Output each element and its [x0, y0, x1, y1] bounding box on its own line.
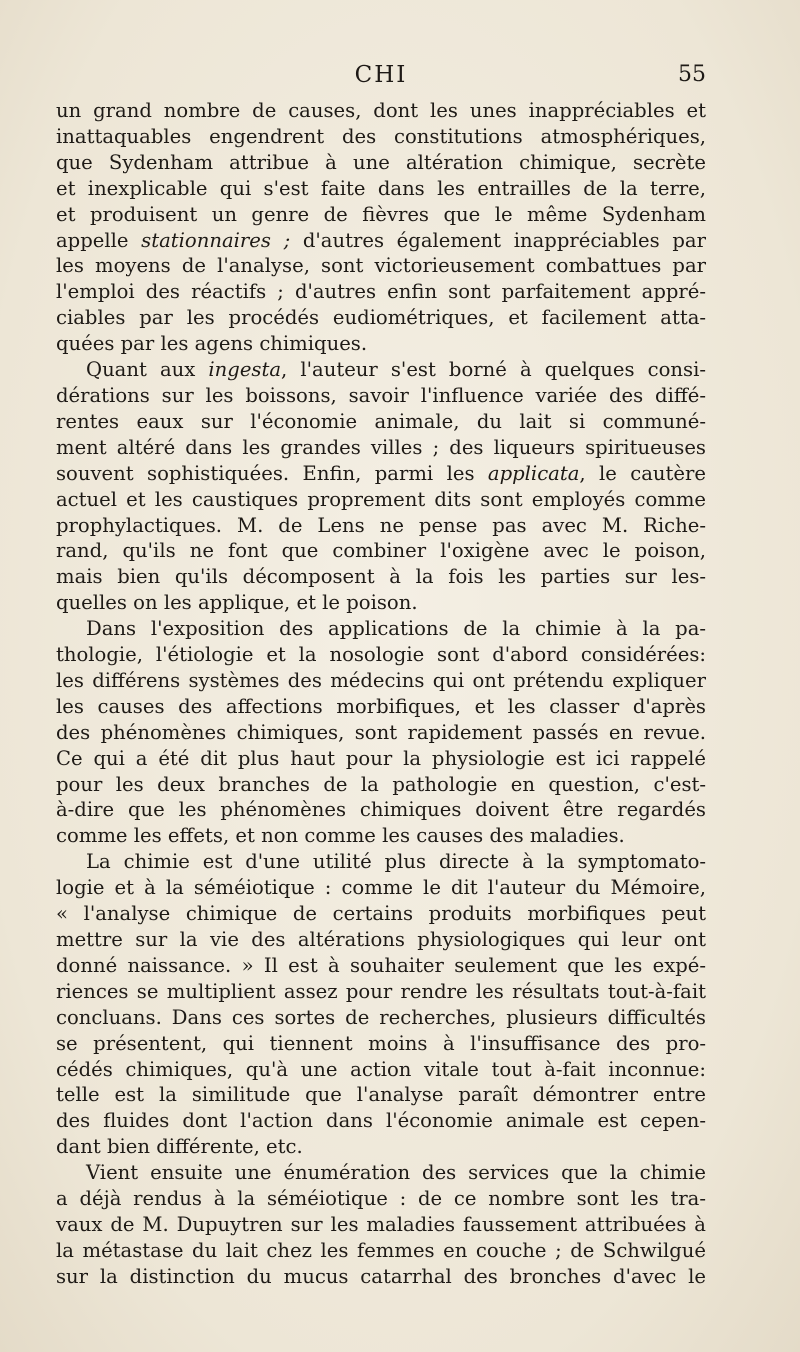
text-line: logie et à la séméiotique : comme le dit l'auteur du Mémoire,: [56, 876, 706, 900]
text-line: et produisent un genre de fièvres que le même Sydenham: [56, 202, 706, 226]
text-line: l'emploi des réactifs ; d'autres enfin sont parfaitement appré-: [56, 280, 706, 304]
text-line: ment altéré dans les grandes villes ; des liqueurs spiritueuses: [56, 435, 706, 459]
text-line: « l'analyse chimique de certains produits morbifiques peut: [56, 902, 706, 926]
text-run: , le cautère: [579, 461, 706, 485]
page-header: [56, 62, 706, 96]
text-line: la métastase du lait chez les femmes en couche ; de Schwilgué: [56, 1238, 706, 1262]
text-line: dérations sur les boissons, savoir l'influence variée des diffé-: [56, 383, 706, 407]
running-head: CHI: [354, 62, 408, 88]
text-run: , l'auteur s'est borné à quelques consi-: [281, 358, 706, 382]
text-line: dant bien différente, etc.: [56, 1135, 303, 1159]
text-line: rentes eaux sur l'économie animale, du lait si communé-: [56, 409, 706, 433]
text-line: et inexplicable qui s'est faite dans les entrailles de la terre,: [56, 176, 706, 200]
text-line: La chimie est d'une utilité plus directe à la symptomato-: [86, 850, 706, 874]
body-text: [56, 98, 706, 1290]
text-line: des phénomènes chimiques, sont rapidement passés en revue.: [56, 720, 706, 744]
italic-term: ingesta: [208, 358, 282, 382]
text-line: donné naissance. » Il est à souhaiter seulement que les expé-: [56, 953, 706, 977]
text-run: d'autres également inappréciables par: [290, 228, 706, 252]
text-line: quées par les agens chimiques.: [56, 332, 368, 356]
text-line: cédés chimiques, qu'à une action vitale tout à-fait inconnue:: [56, 1057, 706, 1081]
text-line: inattaquables engendrent des constitutions atmosphériques,: [56, 124, 706, 148]
text-line: vaux de M. Dupuytren sur les maladies faussement attribuées à: [56, 1212, 706, 1236]
italic-term: applicata: [487, 461, 580, 485]
text-line: mais bien qu'ils décomposent à la fois les parties sur les-: [56, 565, 706, 589]
text-line: actuel et les caustiques proprement dits sont employés comme: [56, 487, 706, 511]
text-line: Dans l'exposition des applications de la chimie à la pa-: [86, 617, 706, 641]
text-line: rand, qu'ils ne font que combiner l'oxigène avec le poison,: [56, 539, 706, 563]
text-line: mettre sur la vie des altérations physiologiques qui leur ont: [56, 928, 706, 951]
text-run: appelle: [56, 228, 142, 252]
text-line: concluans. Dans ces sortes de recherches, plusieurs difficultés: [56, 1005, 706, 1029]
page-number: 55: [678, 62, 706, 87]
text-line: a déjà rendus à la séméiotique : de ce nombre sont les tra-: [56, 1187, 706, 1211]
text-line: [56, 357, 706, 383]
text-line: Ce qui a été dit plus haut pour la physiologie est ici rappelé: [56, 746, 706, 770]
text-line: les moyens de l'analyse, sont victorieusement combattues par: [56, 254, 706, 278]
text-line: comme les effets, et non comme les causes des maladies.: [56, 824, 625, 848]
text-line: sur la distinction du mucus catarrhal des bronches d'avec le: [56, 1264, 706, 1288]
text-line: un grand nombre de causes, dont les unes inappréciables et: [56, 99, 706, 122]
text-line: thologie, l'étiologie et la nosologie sont d'abord considérées:: [56, 643, 706, 667]
text-line: les causes des affections morbifiques, et les classer d'après: [56, 694, 706, 718]
text-line: telle est la similitude que l'analyse paraît démontrer entre: [56, 1083, 706, 1107]
text-line: que Sydenham attribue à une altération chimique, secrète: [56, 150, 706, 174]
text-line: Vient ensuite une énumération des services que la chimie: [86, 1161, 706, 1185]
text-line: riences se multiplient assez pour rendre les résultats tout-à-fait: [56, 979, 706, 1003]
text-line: se présentent, qui tiennent moins à l'insuffisance des pro-: [56, 1031, 706, 1055]
text-run: Quant aux: [86, 358, 209, 382]
text-line: [56, 228, 706, 254]
text-line: prophylactiques. M. de Lens ne pense pas avec M. Riche-: [56, 513, 706, 537]
italic-term: stationnaires ;: [141, 228, 291, 252]
text-line: des fluides dont l'action dans l'économie animale est cepen-: [56, 1109, 706, 1133]
text-line: à-dire que les phénomènes chimiques doivent être regardés: [56, 798, 706, 822]
text-line: quelles on les applique, et le poison.: [56, 591, 418, 615]
text-line: pour les deux branches de la pathologie en question, c'est-: [56, 772, 706, 796]
text-line: [56, 461, 706, 487]
text-line: les différens systèmes des médecins qui ont prétendu expliquer: [56, 668, 706, 692]
text-line: ciables par les procédés eudiométriques, et facilement atta-: [56, 306, 706, 330]
text-run: souvent sophistiquées. Enfin, parmi les: [56, 461, 488, 485]
